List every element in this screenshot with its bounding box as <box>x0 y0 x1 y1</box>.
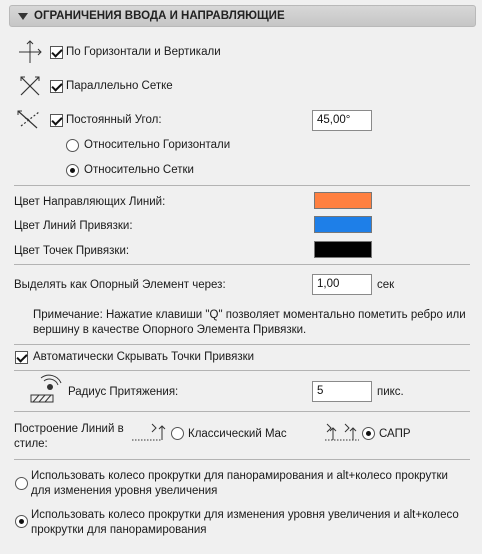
section-header[interactable] <box>9 5 476 27</box>
auto-hide-label: Автоматически Скрывать Точки Привязки <box>33 351 255 363</box>
snap-points-color-swatch[interactable] <box>314 241 372 258</box>
parallel-grid-icon <box>19 75 41 97</box>
line-style-label-line: стиле: <box>14 438 48 450</box>
scroll-zoom-label-line: прокрутки для панорамирования <box>31 524 207 536</box>
auto-hide-checkbox[interactable] <box>15 351 28 364</box>
reference-note <box>33 308 466 338</box>
parallel-grid-checkbox[interactable] <box>50 80 63 93</box>
relative-horizontal-label: Относительно Горизонтали <box>84 139 231 151</box>
classic-mac-radio[interactable] <box>171 427 184 440</box>
section-title: ОГРАНИЧЕНИЯ ВВОДА И НАПРАВЛЯЮЩИЕ <box>34 10 285 22</box>
divider <box>14 370 470 371</box>
line-style-label-line: Построение Линий в <box>14 423 124 435</box>
divider <box>14 264 470 265</box>
snap-radius-label: Радиус Притяжения: <box>68 386 179 398</box>
scroll-pan-label-line: Использовать колесо прокрутки для панорамирования и alt+колесо прокрутки <box>31 470 448 482</box>
scroll-zoom-label <box>31 508 459 538</box>
crosshair-icon <box>18 40 42 64</box>
scroll-pan-label <box>31 469 448 499</box>
constant-angle-checkbox[interactable] <box>50 114 63 127</box>
scroll-pan-radio[interactable] <box>15 477 28 490</box>
divider <box>14 185 470 186</box>
magnet-radius-icon <box>28 375 64 405</box>
constant-angle-label: Постоянный Угол: <box>66 114 162 126</box>
constant-angle-icon <box>15 108 43 132</box>
cad-radio[interactable] <box>362 427 375 440</box>
reference-delay-input[interactable]: 1,00 <box>312 274 372 295</box>
classic-mac-label: Классический Mac <box>188 428 287 440</box>
reference-note-line: вершину в качестве Опорного Элемента Привязки. <box>33 324 307 336</box>
horiz-vert-checkbox[interactable] <box>50 46 63 59</box>
reference-note-line: Примечание: Нажатие клавиши "Q" позволяет моментально пометить ребро или <box>33 309 466 321</box>
relative-horizontal-radio[interactable] <box>66 139 79 152</box>
guide-lines-color-swatch[interactable] <box>314 192 372 209</box>
snap-radius-input[interactable]: 5 <box>312 381 372 402</box>
scroll-zoom-radio[interactable] <box>15 515 28 528</box>
divider <box>14 344 470 345</box>
snap-radius-unit: пикс. <box>377 386 404 398</box>
snap-lines-color-label: Цвет Линий Привязки: <box>14 220 133 232</box>
constant-angle-input[interactable]: 45,00° <box>312 110 372 131</box>
relative-grid-label: Относительно Сетки <box>84 164 194 176</box>
snap-points-color-label: Цвет Точек Привязки: <box>14 245 130 257</box>
scroll-pan-label-line: для изменения уровня увеличения <box>31 485 218 497</box>
snap-lines-color-swatch[interactable] <box>314 216 372 233</box>
guide-lines-color-label: Цвет Направляющих Линий: <box>14 196 166 208</box>
reference-element-label: Выделять как Опорный Элемент через: <box>14 279 226 291</box>
relative-grid-radio[interactable] <box>66 164 79 177</box>
scroll-zoom-label-line: Использовать колесо прокрутки для изменения уровня увеличения и alt+колесо <box>31 509 459 521</box>
cad-style-icon <box>323 422 361 444</box>
classic-mac-style-icon <box>130 422 168 444</box>
horiz-vert-label: По Горизонтали и Вертикали <box>66 46 221 58</box>
divider <box>14 459 470 460</box>
parallel-grid-label: Параллельно Сетке <box>66 80 173 92</box>
collapse-triangle-icon[interactable] <box>18 13 28 20</box>
line-style-label <box>14 422 124 452</box>
cad-label: САПР <box>379 428 411 440</box>
divider <box>14 411 470 412</box>
reference-delay-unit: сек <box>377 279 395 291</box>
